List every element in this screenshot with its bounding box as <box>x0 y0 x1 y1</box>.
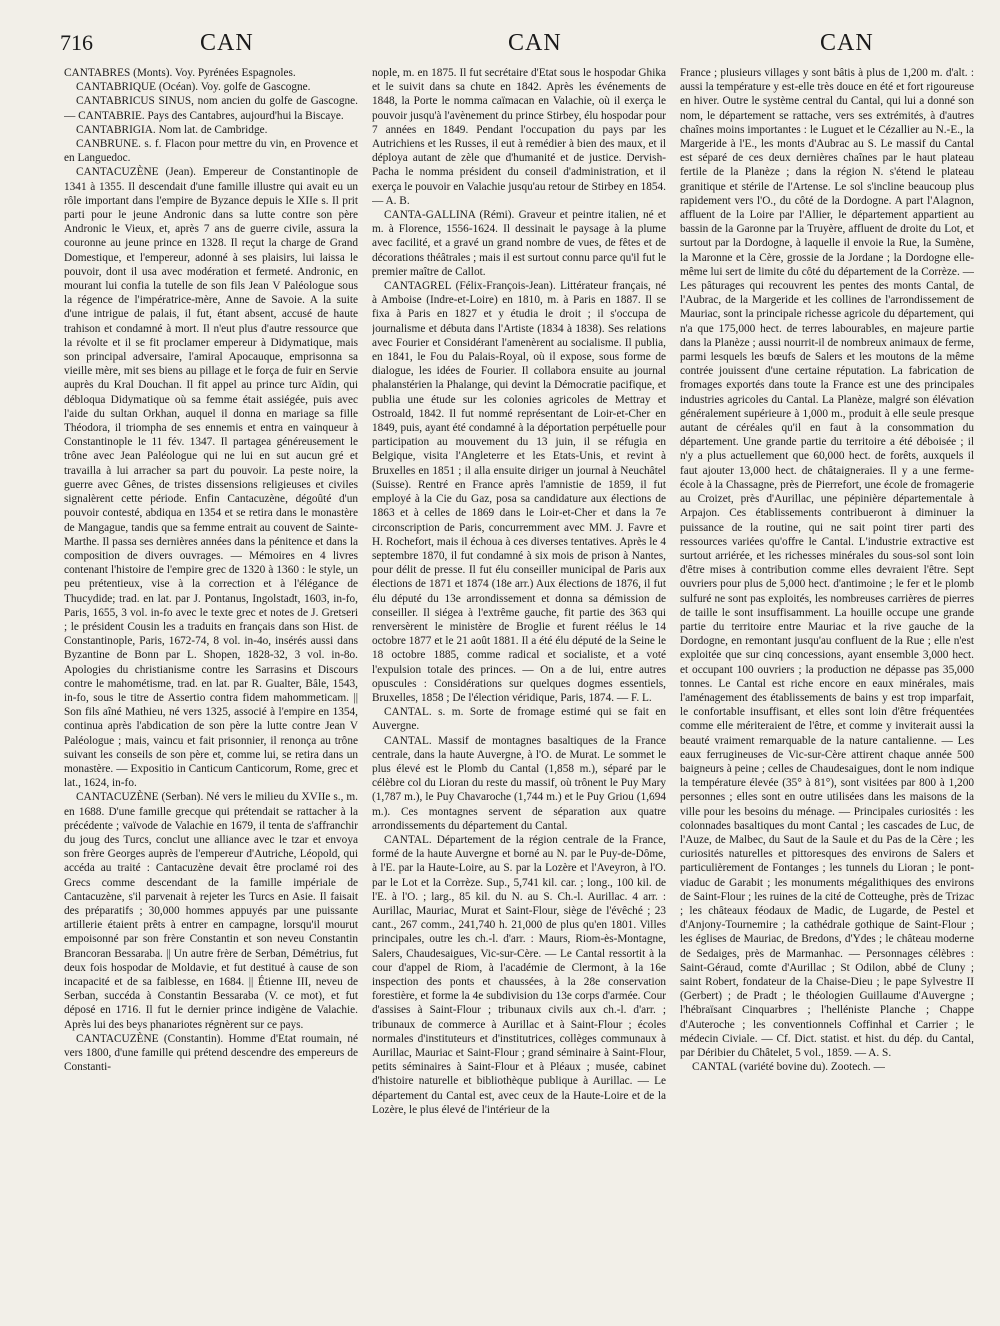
page-header <box>60 30 960 64</box>
entry-cantabricus-sinus: CANTABRICUS SINUS, nom ancien du golfe de Gascogne. — CANTABRIE. Pays des Cantabres, aujourd'hui la Biscaye. <box>64 95 358 122</box>
column-3 <box>680 66 974 1316</box>
entry-cantabrique: CANTABRIQUE (Océan). Voy. golfe de Gascogne. <box>76 81 311 94</box>
entry-continuation: nople, m. en 1875. Il fut secrétaire d'Etat sous le hospodar Ghika et le suivit dans sa chute en 1842. Après les événements de 1848, la Porte le nomma caïmacan en Valachie, où il exerça le pouvoir jusqu'à l'avènement du prince Stirbey, élu hospodar pour 7 années en 1849. Pendant l'occupation du pays par les Autrichiens et les Russes, il eut à remédier à bien des maux, et il déploya autant de zèle que d'humanité et de justice. Dervish-Pacha le nomma président du conseil d'administration, et il exerça le pouvoir en Valachie jusqu'au retour de Stirbey en 1854. — A. B. <box>372 67 666 207</box>
entry-cantal-departement: CANTAL. Département de la région centrale de la France, formé de la haute Auvergne et borné au N. par le Puy-de-Dôme, à l'E. par la Haute-Loire, au S. par la Lozère et l'Aveyron, à l'O. par le Lot et la Corrèze. Sup., 5,741 kil. car. ; long., 100 kil. de l'E. à l'O. ; larg., 85 kil. du N. au S. Ch.-l. Aurillac. 4 arr. : Aurillac, Mauriac, Murat et Saint-Flour, siège de l'évêché ; 23 cant., 267 comm., 241,740 h. 21,000 de plus qu'en 1801. Villes principales, outre les ch.-l. d'arr. : Maurs, Riom-ès-Montagne, Salers, Chaudesaigues, Vic-sur-Cère. — Le Cantal ressortit à la cour d'appel de Riom, à l'académie de Clermont, à la 16e inspection des ponts et chaussées, à la 28e conservation forestière, et forme la 4e subdivision du 13e corps d'armée. Cour d'assises à Saint-Flour ; tribunaux civils aux ch.-l. d'arr. ; tribunaux de commerce à Aurillac et à Saint-Flour ; écoles normales d'instituteurs et d'institutrices, collèges communaux à Aurillac, Mauriac et Saint-Flour ; grand séminaire à Saint-Flour, petits séminaires à Saint-Flour et à Pléaux ; musée, cabinet d'histoire naturelle et bibliothèque publique à Aurillac. — Le département du Cantal est, avec ceux de la Haute-Loire et de la Lozère, le plus élevé de l'intérieur de la <box>372 833 666 1116</box>
entry-canta-gallina: CANTA-GALLINA (Rémi). Graveur et peintre italien, né et m. à Florence, 1556-1624. Il dessinait le paysage à la plume avec facilité, et a gravé un grand nombre de vues, de fêtes et de décorations théâtrales ; mais il est surtout connu parce qu'il fut le premier maître de Callot. <box>372 209 666 278</box>
entry-cantal-variete-bovine: CANTAL (variété bovine du). Zootech. — <box>692 1061 885 1074</box>
running-head-left: CAN <box>200 30 254 56</box>
entry-canbrune: CANBRUNE. s. f. Flacon pour mettre du vin, en Provence et en Languedoc. <box>64 138 358 165</box>
entry-cantal-massif: CANTAL. Massif de montagnes basaltiques de la France centrale, dans la haute Auvergne, à l'O. de Murat. Le sommet le plus élevé est le Plomb du Cantal (1,858 m.), séparé par le célèbre col du Lioran du reste du massif, où trônent le Puy Mary (1,787 m.), le Puy Chavaroche (1,744 m.) et le Puy Griou (1,694 m.). Ces montagnes servent de séparation aux quatre arrondissements du département du Cantal. <box>372 734 666 832</box>
entry-cantacuzene-constantin: CANTACUZÈNE (Constantin). Homme d'Etat roumain, né vers 1800, d'une famille qui prétend descendre des empereurs de Constanti- <box>64 1032 358 1074</box>
entry-cantabrigia: CANTABRIGIA. Nom lat. de Cambridge. <box>76 123 268 136</box>
running-head-center: CAN <box>508 30 562 56</box>
entry-cantabres: CANTABRES (Monts). Voy. Pyrénées Espagnoles. <box>64 67 296 79</box>
entry-cantal-fromage: CANTAL. s. m. Sorte de fromage estimé qui se fait en Auvergne. <box>372 706 666 733</box>
entry-cantal-departement-continued: France ; plusieurs villages y sont bâtis à plus de 1,200 m. d'alt. : aussi la température y est-elle très douce en été et fort rigoureuse en hiver. Outre le système central du Cantal, qui lui a donné son nom, le département se rattache, vers ses extrémités, à d'autres chaînes moins importantes : le Luguet et le Cézallier au N.-E., la Margeride à l'E., les monts d'Aubrac au S. Le massif du Cantal est séparé de ces deux dernières chaînes par le haut plateau fertile de la Planèze ; dans la région N. s'étend le plateau granitique et stérile de l'Artense. Le sol s'incline beaucoup plus rapidement vers l'O., du côté de la Dordogne. A part l'Alagnon, affluent de la Loire par l'Allier, le département appartient au bassin de la Garonne par la Truyère, affluent de droite du Lot, et surtout par la Dordogne, à laquelle il envoie la Rue, la Sumène, la Maronne et la Cère, grossie de la Jordane ; la Dordogne elle-même lui sert de limite du côté du département de la Corrèze. — Les pâturages qui recouvrent les pentes des monts Cantal, de l'Aubrac, de la Margeride et les collines de l'arrondissement de Mauriac, sont la principale richesse agricole du département, qui n'a que 175,000 hect. de terres labourables, en majeure partie dans la Planèze ; aussi nourrit-il de nombreux animaux de ferme, parmi lesquels les bœufs de Salers et les moutons de la même contrée jouissent d'une certaine réputation. La fabrication de fromages exportés dans toute la France est une des principales industries agricoles du Cantal. La Planèze, malgré son élévation généralement supérieure à 1,000 m., produit à elle seule presque autant de céréales qu'il en faut à la consommation du département. Une grande partie du territoire a été déboisée ; il n'y a plus actuellement que 60,000 hect. de forêts, auxquels il faut ajouter 13,000 hect. de châtaigneraies. Il y a une ferme-école à la Chassagne, près de Pierrefort, une école de fromagerie au Croizet, près d'Aurillac, une pépinière départementale à Arpajon. Ces établissements contribueront à diminuer la puissance de la routine, qui ne sait point tirer parti des ressources variées qu'offre le Cantal. L'industrie extractive est surtout arriérée, et les richesses minérales du sous-sol sont loin d'être mises à contribution comme elles devraient l'être. Sept ouvriers pour plus de 5,000 hect. d'antimoine ; le fer et le plomb sulfuré ne sont pas exploités, les nombreuses carrières de pierres de taille le sont insuffisamment. La houille occupe une grande partie du territoire entre Mauriac et la rive gauche de la Dordogne, en remontant jusqu'au confluent de la Rue ; elle n'est exploitée que sur cinq concessions, ayant ensemble 3,000 hect. et occupant 100 ouvriers ; la production ne dépasse pas 35,000 tonnes. Le Cantal est riche encore en eaux minérales, mais l'aménagement des établissements de bains y est trop imparfait, le confortable insuffisant, et elles sont loin d'être fréquentées comme elle mériteraient de l'être, et comme y inviterait aussi la beauté vraiment remarquable de la nature cantalienne. — Les eaux ferrugineuses de Vic-sur-Cère attirent chaque année 500 baigneurs à peine ; celles de Chaudesaigues, dont le nom indique la température élevée (35° à 81°), sont visitées par 800 à 1,200 personnes ; elles sont en outre utilisées dans les maisons de la ville pour les besoins du ménage. — Principales curiosités : les colonnades basaltiques du mont Cantal ; les cascades de Luc, de l'Auze, de Malbec, du Saut de la Saule et du Pas de la Cère ; les curiosités naturelles et pittoresques des environs de Salers et particulièrement de Fontanges ; les tunnels du Lioran ; le pont-viaduc de Garabit ; les monuments mégalithiques des environs de Saint-Flour ; les ruines de la cité de Cotteughe, près de Trizac ; les châteaux féodaux de Madic, de Lugarde, de Pestel et d'Anjony-Tournemire ; la cathédrale gothique de Saint-Flour ; les églises de Mauriac, de Bredons, d'Ydes ; le château moderne de Sedaiges, près de Marmanhac. — Personnages célèbres : Saint-Géraud, comte d'Aurillac ; St Odilon, abbé de Cluny ; saint Robert, fondateur de la Chaise-Dieu ; le pape Sylvestre II (Gerbert) ; de Pradt ; le théologien Guillaume d'Auvergne ; l'hébraïsant Cinquarbres ; l'helléniste Planche ; Chappe d'Auteroche ; les conventionnels Coffinhal et Carrier ; le médecin Civiale. — Cf. Dict. statist. et hist. du dép. du Cantal, par Déribier du Châtelet, 5 vol., 1859. — A. S. <box>680 67 974 1060</box>
column-1 <box>64 66 358 1316</box>
entry-cantagrel: CANTAGREL (Félix-François-Jean). Littérateur français, né à Amboise (Indre-et-Loire) en 1810, m. à Paris en 1887. Il se fixa à Paris en 1827 et y étudia le droit ; il s'occupa de journalisme et débuta dans l'Artiste (1834 à 1838). Ses relations avec Fourier et Considérant l'amenèrent au socialisme. Il publia, en 1841, le Fou du Palais-Royal, où il expose, sous forme de dialogue, les idées de Fourier. Il collabora ensuite au journal phalanstérien la Phalange, qui devint la Démocratie pacifique, et publia une étude sur les colonies agricoles de Mettray et Ostroald, 1842. Il fut nommé représentant de Loir-et-Cher en 1849, puis, ayant été condamné à la déportation perpétuelle pour participation au mouvement du 13 juin, il se réfugia en Belgique, visita l'Angleterre et les Etats-Unis, et revint à Bruxelles en 1851 ; il alla ensuite diriger un journal à Neuchâtel (Suisse). Rentré en France après l'amnistie de 1859, il fut employé à la Cie du Gaz, posa sa candidature aux élections de 1863 et à celles de 1869 dans le Loir-et-Cher et dans la 7e circonscription de Paris, concurremment avec MM. J. Favre et H. Rochefort, mais il échoua à ces diverses tentatives. Après le 4 septembre 1870, il fut condamné à six mois de prison à Nantes, pour délit de presse. Il fut élu conseiller municipal de Paris aux élections de 1871 et 1874 (18e arr.) Aux élections de 1876, il fut élu député du 13e arrondissement et donna sa démission de conseiller. Il siégea à l'extrême gauche, fit partie des 363 qui renversèrent le ministère de Broglie et furent réélus le 14 octobre 1877 et le 21 août 1881. Il a été élu député de la Seine le 18 octobre 1885, comme radical et socialiste, et a voté l'expulsion totale des princes. — On a de lui, entre autres opuscules : Considérations sur quelques dogmes essentiels, Bruxelles, 1858 ; De l'élection véridique, Paris, 1874. — F. L. <box>372 280 666 704</box>
column-2 <box>372 66 666 1316</box>
page-number: 716 <box>60 30 93 55</box>
running-head-right: CAN <box>820 30 874 56</box>
text-columns <box>64 66 974 1316</box>
entry-cantacuzene-jean: CANTACUZÈNE (Jean). Empereur de Constantinople de 1341 à 1355. Il descendait d'une famille illustre qui avait eu un rôle important dans l'empire de Byzance depuis le XIIe s. Il prit parti pour le jeune Andronic dans sa lutte contre son père Andronic le Vieux, et, après 7 ans de guerre civile, assura la couronne au jeune prince en 1328. Il reçut la charge de Grand Domestique, et l'empereur, adonné à ses plaisirs, lui laissa le pouvoir, dont il usa avec modération et fermeté. Andronic, en mourant lui confia la tutelle de son fils Jean V Paléologue sous la régence de l'impératrice-mère, Anne de Savoie. A la suite d'une intrigue de palais, il fut, étant absent, accusé de haute trahison et condamné à mort. Il n'eut plus d'autre ressource que la révolte et il se fit proclamer empereur à Didymatique, mais son principal adversaire, l'amiral Apocauque, emprisonna sa vieille mère, mit ses biens au pillage et le força de fuir en Servie auprès du Kral Douchan. Il fit appel au prince turc Aïdin, qui débloqua Didymatique où sa femme était assiégée, puis avec l'aide du sultan Orkhan, auquel il donna en mariage sa fille Théodora, il triompha de ses ennemis et entra en vainqueur à Constantinople le 11 fév. 1347. Il partagea généreusement le trône avec Jean Paléologue qui ne lui en sut aucun gré et travailla à lui arracher sa part du pouvoir. La peste noire, la guerre avec Gênes, de tristes dissensions religieuses et civiles signalèrent cette période. Enfin Cantacuzène, dégoûté d'un pouvoir contesté, abdiqua en 1354 et se retira dans le monastère de Mangague, tandis que sa femme entrait au couvent de Sainte-Marthe. Il passa ses dernières années dans la pénitence et dans la composition de divers ouvrages. — Mémoires en 4 livres contenant l'histoire de l'empire grec de 1320 à 1360 : le style, un peu prétentieux, vise à la correction et à l'élégance de Thucydide; trad. en lat. par J. Pontanus, Ingolstadt, 1603, in-fo, Paris, 1655, 3 vol. in-fo avec le texte grec et notes de J. Gretseri ; le président Cousin les a traduits en français dans son Hist. de Constantinople, Paris, 1672-74, 8 vol. in-4o, insérés aussi dans Byzantine de Bonn par L. Shopen, 1828-32, 3 vol. in-8o. Apologies du christianisme contre les Sarrasins et Discours contre le mahométisme, trad. en lat. par R. Gualter, Bâle, 1543, in-fo, sous le titre de Assertio contra fidem mahommeticam. || Son fils aîné Mathieu, né vers 1325, associé à l'empire en 1354, continua après l'abdication de son père la lutte contre Jean V Paléologue ; mais, vaincu et fait prisonnier, il renonça au trône suivant les conseils de son père et, comme lui, se retira dans un monastère. — Expositio in Canticum Canticorum, Rome, grec et lat., 1624, in-fo. <box>64 166 358 790</box>
entry-cantacuzene-serban: CANTACUZÈNE (Serban). Né vers le milieu du XVIIe s., m. en 1688. D'une famille grecque qui prétendait se rattacher à la précédente ; vaïvode de Valachie en 1679, il tenta de s'affranchir du joug des Turcs, conclut une alliance avec le tzar et envoya son frère Georges auprès de l'empereur d'Autriche, Léopold, qui accéda au traité : Cantacuzène devait être proclamé roi des Grecs comme descendant de la famille impériale de Cantacuzène, s'il parvenait à rejeter les Turcs en Asie. Il faisait des préparatifs ; 30,000 hommes appuyés par une puissante artillerie étaient prêts à entrer en campagne, lorsqu'il mourut empoisonné par son frère Constantin et son neveu Constantin Brancoran Bessaraba. || Un autre frère de Serban, Démétrius, fut deux fois hospodar de Moldavie, et fut destitué à cause de son incapacité et de sa faiblesse, en 1684. || Étienne III, neveu de Serban, succéda à Constantin Bessaraba (V. ce mot), et fut déposé en 1716. Il fut le dernier prince indigène de Valachie. Après lui des beys phanariotes régnèrent sur ce pays. <box>64 791 358 1031</box>
